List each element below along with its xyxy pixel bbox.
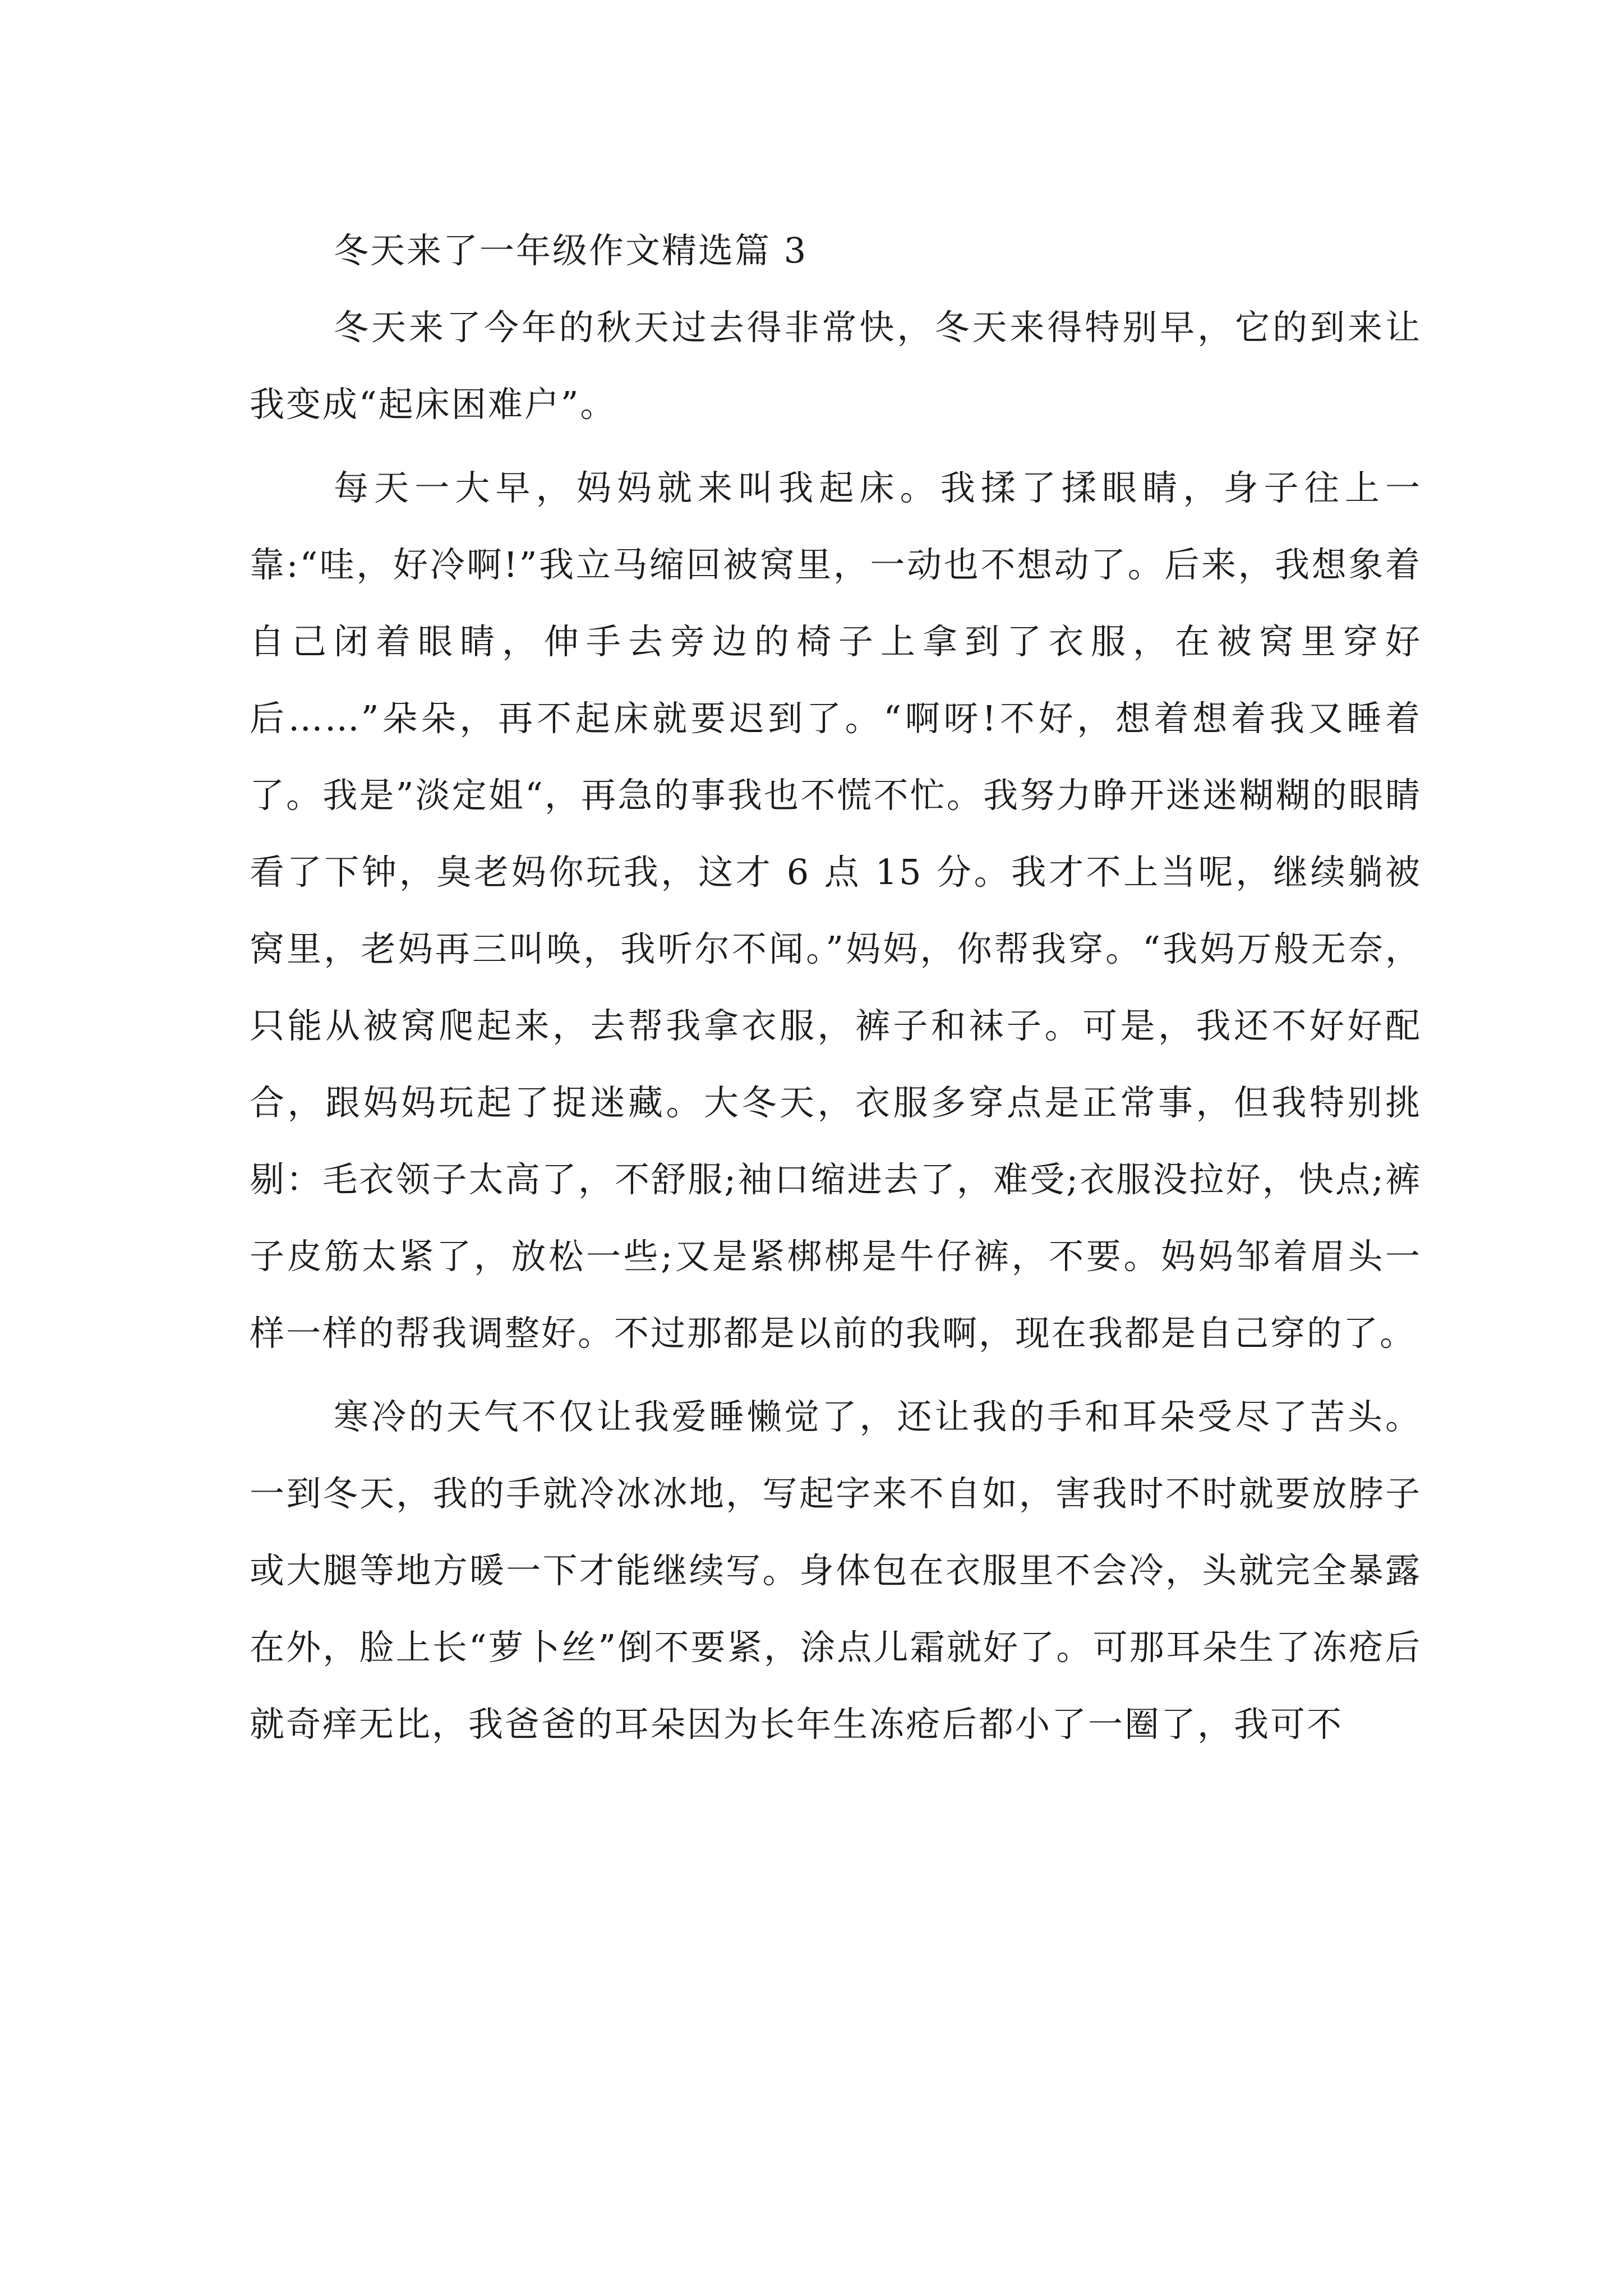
paragraph-morning: 每天一大早，妈妈就来叫我起床。我揉了揉眼睛，身子往上一靠:“哇，好冷啊!”我立马缩回被窝里，一动也不想动了。后来，我想象着自己闭着眼睛，伸手去旁边的椅子上拿到了衣服，在被窝里穿好后……”朵朵，再不起床就要迟到了。“啊呀!不好，想着想着我又睡着了。我是”淡定姐“，再急的事我也不慌不忙。我努力睁开迷迷糊糊的眼睛看了下钟，臭老妈你玩我，这才 6 点 15 分。我才不上当呢，继续躺被窝里，老妈再三叫唤，我听尔不闻。”妈妈，你帮我穿。“我妈万般无奈，只能从被窝爬起来，去帮我拿衣服，裤子和袜子。可是，我还不好好配合，跟妈妈玩起了捉迷藏。大冬天，衣服多穿点是正常事，但我特别挑剔：毛衣领子太高了，不舒服;袖口缩进去了，难受;衣服没拉好，快点;裤子皮筋太紧了，放松一些;又是紧梆梆是牛仔裤，不要。妈妈邹着眉头一样一样的帮我调整好。不过那都是以前的我啊，现在我都是自己穿的了。 — [250, 467, 1422, 1354]
document-body — [250, 212, 1422, 1763]
paragraph-cold: 寒冷的天气不仅让我爱睡懒觉了，还让我的手和耳朵受尽了苦头。一到冬天，我的手就冷冰冰地，写起字来不自如，害我时不时就要放脖子或大腿等地方暖一下才能继续写。身体包在衣服里不会冷，头就完全暴露在外，脸上长“萝卜丝”倒不要紧，涂点儿霜就好了。可那耳朵生了冻疮后就奇痒无比，我爸爸的耳朵因为长年生冻疮后都小了一圈了，我可不 — [250, 1396, 1422, 1745]
document-title: 冬天来了一年级作文精选篇 3 — [334, 230, 808, 271]
paragraph-intro: 冬天来了今年的秋天过去得非常快，冬天来得特别早，它的到来让我变成“起床困难户”。 — [250, 307, 1422, 425]
